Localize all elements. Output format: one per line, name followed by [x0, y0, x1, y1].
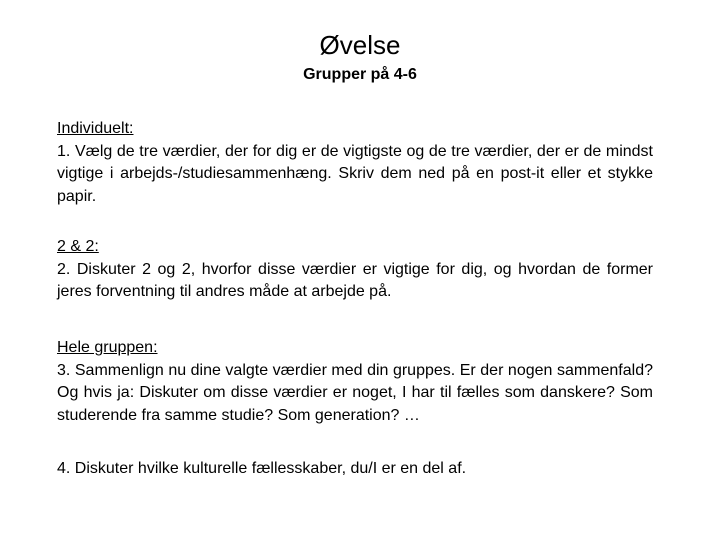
section-heading-pairs: 2 & 2:	[57, 238, 99, 255]
section-text-whole-group: 3. Sammenlign nu dine valgte værdier med din gruppes. Er der nogen sammenfald? Og hvis ja: Diskuter om disse værdier er noget, I har til fælles som danskere? Som studerende fra samme studie? Som generation? …	[57, 361, 653, 424]
section-text-individual: 1. Vælg de tre værdier, der for dig er de vigtigste og de tre værdier, der er de mindst vigtige i arbejds-/studiesammenhæng. Skriv dem ned på en post-it eller et stykke papir.	[57, 142, 653, 205]
section-individual	[57, 118, 653, 208]
section-text-pairs: 2. Diskuter 2 og 2, hvorfor disse værdier er vigtige for dig, og hvordan de former jeres forventning til andres måde at arbejde på.	[57, 260, 653, 300]
section-heading-individual: Individuelt:	[57, 120, 134, 137]
slide-subtitle: Grupper på 4-6	[303, 66, 417, 83]
section-heading-whole-group: Hele gruppen:	[57, 339, 158, 356]
section-text-cultural-communities: 4. Diskuter hvilke kulturelle fællesskaber, du/I er en del af.	[57, 460, 467, 477]
section-whole-group	[57, 337, 653, 427]
slide-title: Øvelse	[319, 30, 401, 60]
section-pairs	[57, 236, 653, 304]
section-cultural-communities	[57, 458, 653, 481]
